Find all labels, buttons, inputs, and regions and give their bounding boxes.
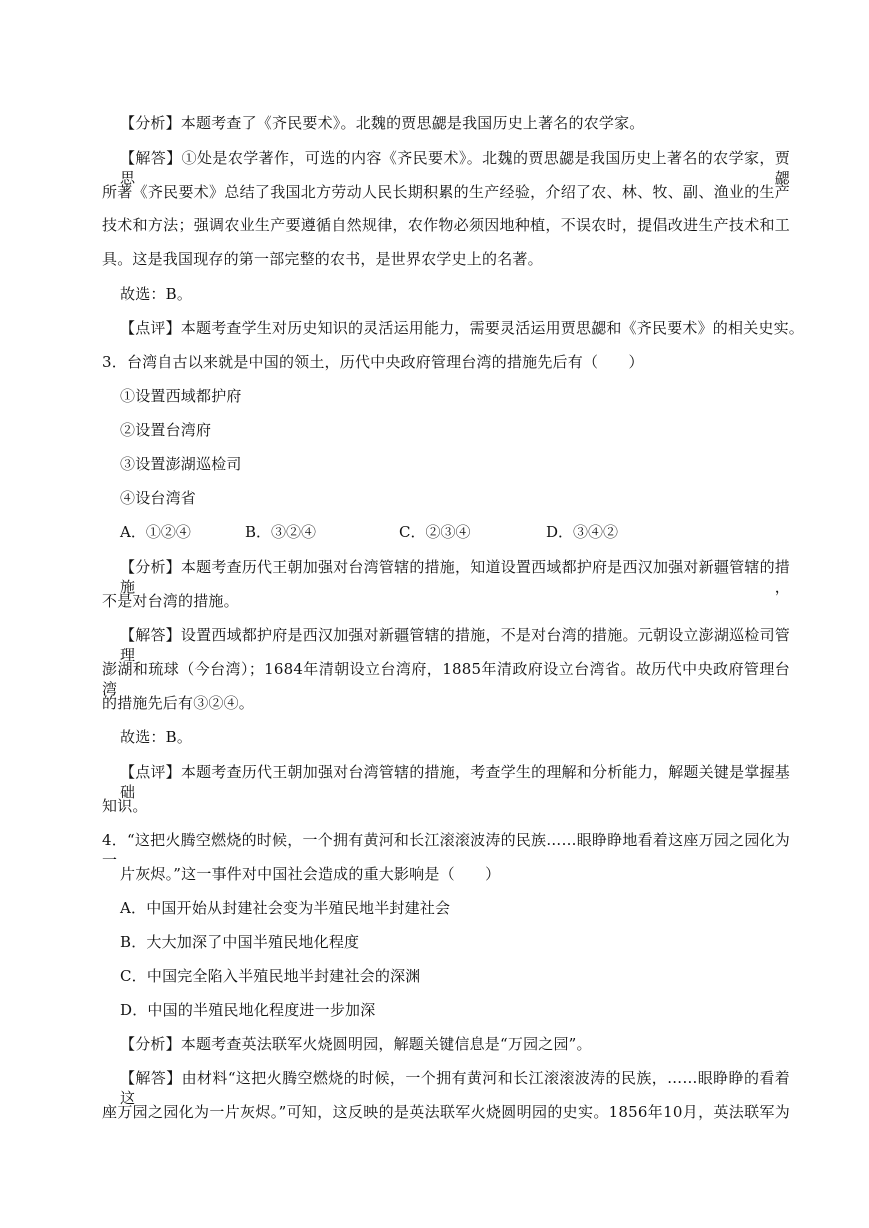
q3-comment-line-2: 知识。 <box>102 797 148 815</box>
q3-option-a: A．①②④ <box>120 523 191 541</box>
q3-option-d: D．③④② <box>546 523 619 541</box>
q3-analysis-line-2: 不是对台湾的措施。 <box>102 592 239 610</box>
q3-item-3: ③设置澎湖巡检司 <box>120 455 242 473</box>
q4-option-b: B．大大加深了中国半殖民地化程度 <box>120 933 360 951</box>
q3-item-4: ④设台湾省 <box>120 489 197 507</box>
q2-answer-line-1: 【解答】①处是农学著作，可选的内容《齐民要术》。北魏的贾思勰是我国历史上著名的农学家，贾思勰 <box>120 149 790 187</box>
q3-answer-line-3: 的措施先后有③②④。 <box>102 694 255 712</box>
q4-answer-line-1: 【解答】由材料“这把火腾空燃烧的时候，一个拥有黄河和长江滚滚波涛的民族，……眼睁睁的看着这 <box>120 1069 790 1107</box>
q2-comment: 【点评】本题考查学生对历史知识的灵活运用能力，需要灵活运用贾思勰和《齐民要术》的相关史实。 <box>120 319 805 337</box>
q3-option-c: C．②③④ <box>399 523 471 541</box>
q3-stem: 3．台湾自古以来就是中国的领土，历代中央政府管理台湾的措施先后有（ ） <box>102 353 644 371</box>
q2-analysis: 【分析】本题考查了《齐民要术》。北魏的贾思勰是我国历史上著名的农学家。 <box>120 114 645 132</box>
q3-comment-line-1: 【点评】本题考查历代王朝加强对台湾管辖的措施，考查学生的理解和分析能力，解题关键是掌握基础 <box>120 763 790 801</box>
q3-item-2: ②设置台湾府 <box>120 421 212 439</box>
q2-answer-line-4: 具。这是我国现存的第一部完整的农书，是世界农学史上的名著。 <box>102 250 543 268</box>
q2-choice: 故选：B。 <box>120 285 193 303</box>
q4-option-d: D．中国的半殖民地化程度进一步加深 <box>120 1001 376 1019</box>
q2-answer-line-2: 所著《齐民要术》总结了我国北方劳动人民长期积累的生产经验，介绍了农、林、牧、副、渔业的生产 <box>102 183 790 201</box>
q4-analysis: 【分析】本题考查英法联军火烧圆明园，解题关键信息是“万园之园”。 <box>120 1035 592 1053</box>
q4-stem-line-2: 片灰烬。”这一事件对中国社会造成的重大影响是（ ） <box>120 865 501 883</box>
q3-answer-line-1: 【解答】设置西域都护府是西汉加强对新疆管辖的措施，不是对台湾的措施。元朝设立澎湖巡检司管理 <box>120 626 790 664</box>
q3-item-1: ①设置西域都护府 <box>120 387 242 405</box>
q3-choice: 故选：B。 <box>120 728 193 746</box>
q4-stem-line-1: 4．“这把火腾空燃烧的时候，一个拥有黄河和长江滚滚波涛的民族……眼睁睁地看着这座万园之园化为一 <box>102 831 790 869</box>
q3-analysis-line-1: 【分析】本题考查历代王朝加强对台湾管辖的措施，知道设置西域都护府是西汉加强对新疆管辖的措施， <box>120 558 790 596</box>
q4-answer-line-2: 座万园之园化为一片灰烬。”可知，这反映的是英法联军火烧圆明园的史实。1856年10月，英法联军为 <box>102 1103 790 1121</box>
q3-answer-line-2: 澎湖和琉球（今台湾）；1684年清朝设立台湾府，1885年清政府设立台湾省。故历代中央政府管理台湾 <box>102 660 790 698</box>
q4-option-c: C．中国完全陷入半殖民地半封建社会的深渊 <box>120 967 421 985</box>
q4-option-a: A．中国开始从封建社会变为半殖民地半封建社会 <box>120 899 451 917</box>
q2-answer-line-3: 技术和方法；强调农业生产要遵循自然规律，农作物必须因地种植，不误农时，提倡改进生产技术和工 <box>102 216 790 234</box>
q3-option-b: B．③②④ <box>245 523 317 541</box>
